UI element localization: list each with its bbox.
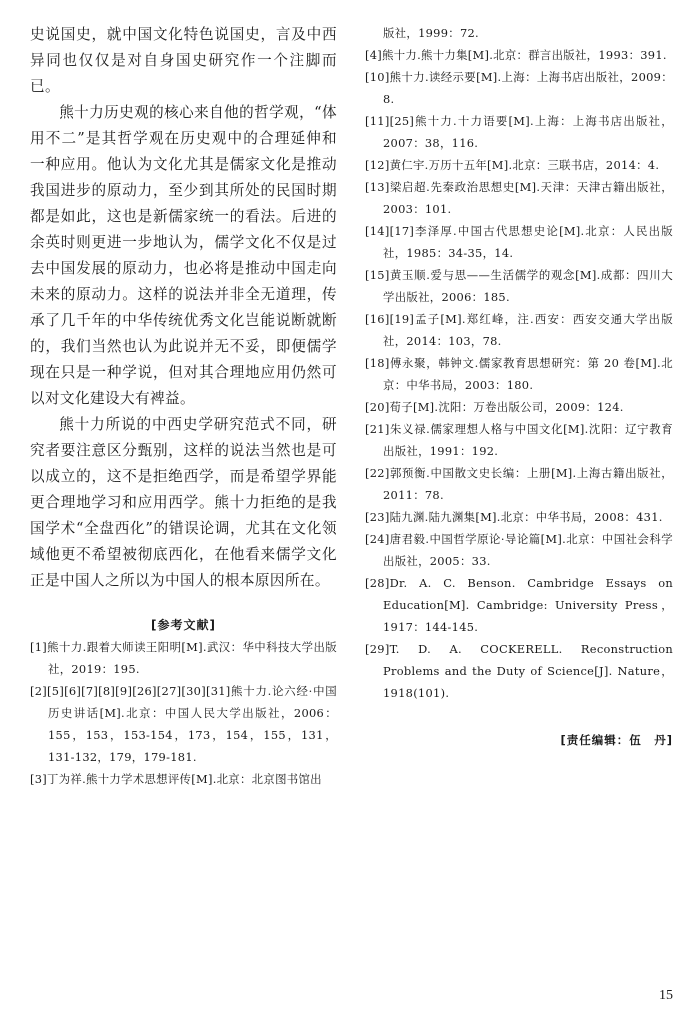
reference-item: [1]熊十力.跟着大师读王阳明[M].武汉：华中科技大学出版社，2019：195. [30, 640, 337, 676]
body-paragraph: 熊十力所说的中西史学研究范式不同，研究者要注意区分甄别，这样的说法当然也是可以成立的，这不是拒绝西学，而是希望学界能更合理地学习和应用西学。熊十力拒绝的是我国学术“全盘西化”的错误论调，尤其在文化领域他更不希望被彻底西化，在他看来儒学文化正是中国人之所以为中国人的根本原因所在。 [30, 416, 337, 589]
left-column [30, 22, 337, 790]
right-column [365, 22, 673, 750]
body-paragraph: 熊十力历史观的核心来自他的哲学观，“体用不二”是其哲学观在历史观中的合理延伸和一种应用。他认为文化尤其是儒家文化是推动我国进步的原动力，至少到其所处的民国时期都是如此，这也是新儒家统一的看法。后进的余英时则更进一步地认为，儒学文化不仅是过去中国发展的原动力，也必将是推动中国走向未来的原动力。这样的说法并非全无道理，传承了几千年的中华传统优秀文化岂能说断就断的，我们当然也认为此说并无不妥，即便儒学现在只是一种学说，但对其合理地应用仍然可以对文化建设大有裨益。 [30, 104, 337, 407]
body-paragraph: 史说国史，就中国文化特色说国史，言及中西异同也仅仅是对自身国史研究作一个注脚而已。 [30, 26, 337, 95]
reference-item: [14][17]李泽厚.中国古代思想史论[M].北京：人民出版社，1985：34-35，14. [365, 224, 673, 260]
reference-item: [4]熊十力.熊十力集[M].北京：群言出版社，1993：391. [365, 48, 667, 62]
reference-item: [22]郭预衡.中国散文史长编：上册[M].上海古籍出版社，2011：78. [365, 466, 673, 502]
reference-item-continuation: 版社，1999：72. [383, 26, 479, 40]
reference-item: [2][5][6][7][8][9][26][27][30][31]熊十力.论六经·中国历史讲话[M].北京：中国人民大学出版社，2006：155，153，153-154，173，154，155，131，131-132，179，179-181. [30, 684, 337, 764]
reference-item: [29]T. D. A. COCKERELL. Reconstruction Problems and the Duty of Science[J]. Nature，1918(101). [365, 642, 673, 700]
reference-item: [20]荀子[M].沈阳：万卷出版公司，2009：124. [365, 400, 624, 414]
reference-item: [10]熊十力.读经示要[M].上海：上海书店出版社，2009：8. [365, 70, 673, 106]
reference-item: [13]梁启超.先秦政治思想史[M].天津：天津古籍出版社，2003：101. [365, 180, 673, 216]
reference-item: [11][25]熊十力.十力语要[M].上海：上海书店出版社，2007：38，116. [365, 114, 673, 150]
reference-item: [28]Dr. A. C. Benson. Cambridge Essays on Education[M]. Cambridge: University Press，1917：144-145. [365, 576, 673, 634]
reference-item: [12]黄仁宇.万历十五年[M].北京：三联书店，2014：4. [365, 158, 660, 172]
references-heading: [参考文献] [151, 618, 216, 632]
page-number: 15 [659, 988, 673, 1003]
reference-item: [23]陆九渊.陆九渊集[M].北京：中华书局，2008：431. [365, 510, 663, 524]
responsible-editor: [责任编辑：伍 丹] [560, 733, 673, 747]
reference-item: [18]傅永聚，韩钟文.儒家教育思想研究：第 20 卷[M].北京：中华书局，2003：180. [365, 356, 673, 392]
reference-item: [3]丁为祥.熊十力学术思想评传[M].北京：北京图书馆出 [30, 772, 322, 786]
reference-item: [24]唐君毅.中国哲学原论·导论篇[M].北京：中国社会科学出版社，2005：33. [365, 532, 673, 568]
reference-item: [21]朱义禄.儒家理想人格与中国文化[M].沈阳：辽宁教育出版社，1991：192. [365, 422, 673, 458]
reference-item: [15]黄玉顺.爱与思——生活儒学的观念[M].成都：四川大学出版社，2006：185. [365, 268, 673, 304]
reference-item: [16][19]孟子[M].郑红峰，注.西安：西安交通大学出版社，2014：103，78. [365, 312, 673, 348]
